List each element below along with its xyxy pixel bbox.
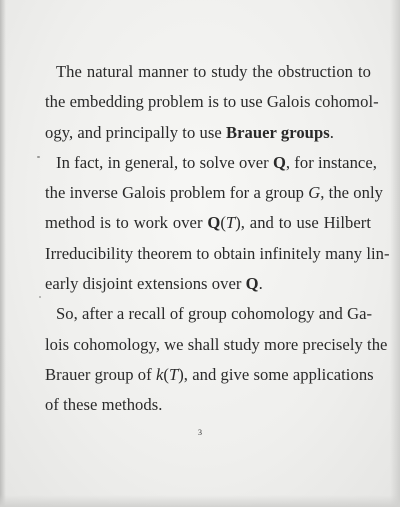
text-run: method is to work over [45,213,208,233]
math-symbol: T [168,364,179,384]
text-line [45,178,383,208]
text-run: the inverse Galois problem for a group [45,183,309,203]
text-line [45,299,371,329]
text-run: ( [163,364,169,384]
text-run: , the only [320,183,383,203]
text-line [45,118,371,148]
bold-term: Brauer groups [225,122,330,142]
text-run: Irreducibility theorem to obtain infinitely many lin- [45,243,390,263]
scan-speck [37,156,40,158]
text-line [45,269,371,299]
paragraph [45,57,379,148]
text-line [45,360,374,390]
math-symbol: k [155,364,164,384]
scan-speck [39,296,41,298]
bold-term: Q [272,152,286,172]
math-symbol: G [308,183,321,203]
text-line [45,57,371,87]
text-run: The natural manner to study the obstruction to [56,62,371,81]
text-line [45,239,390,269]
text-run: early disjoint extensions over [45,274,246,294]
text-run: ), and to use Hilbert [235,213,371,233]
text-line [45,148,377,178]
paragraph [45,299,388,420]
text-run: of these methods. [45,395,163,415]
text-run: . [258,274,263,294]
text-run: ogy, and principally to use [45,122,226,142]
text-run: ), and give some applications [178,364,374,384]
text-line [45,330,388,360]
body-text [45,57,390,421]
text-line [45,87,379,117]
text-run: Brauer group of [45,364,156,384]
page-shadow-bottom [0,495,400,507]
text-run: lois cohomology, we shall study more precisely the [45,334,388,354]
bold-term: Q [245,274,259,294]
text-line [45,208,371,238]
text-run: ( [220,213,226,233]
page-number: 3 [198,428,202,437]
text-run: the embedding problem is to use Galois cohomol- [45,92,379,112]
text-run: . [329,122,334,142]
text-run: , for instance, [285,152,377,172]
math-symbol: T [225,213,236,233]
text-run: In fact, in general, to solve over [56,152,273,172]
text-run: So, after a recall of group cohomology and Ga- [56,304,373,324]
paragraph [45,148,390,299]
text-line [45,390,371,420]
bold-term: Q [207,213,221,233]
